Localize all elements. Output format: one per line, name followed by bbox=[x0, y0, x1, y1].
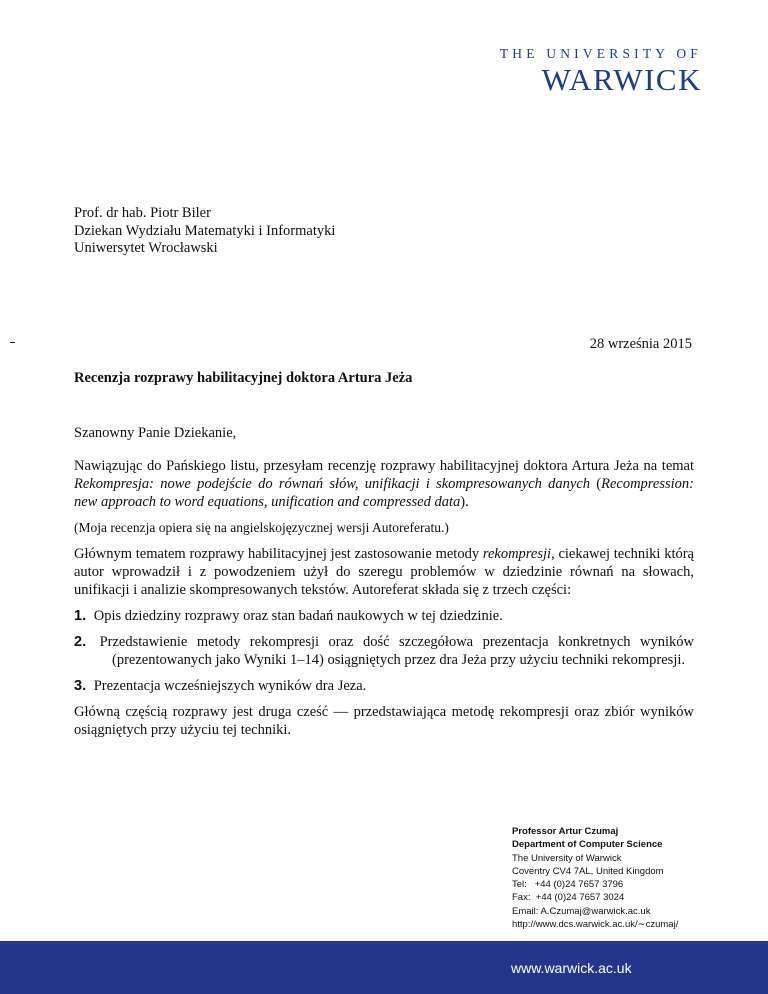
recipient-address bbox=[74, 205, 335, 258]
text-run: Głównym tematem rozprawy habilitacyjnej jest zastosowanie metody bbox=[74, 546, 483, 562]
signature-tel bbox=[512, 878, 678, 891]
tel-value: +44 (0)24 7657 3796 bbox=[534, 879, 624, 891]
letter-subject: Recenzja rozprawy habilitacyjnej doktora Artura Jeża bbox=[74, 370, 413, 386]
list-text: Prezentacja wcześniejszych wyników dra Jeza. bbox=[93, 678, 367, 694]
recipient-title: Dziekan Wydziału Matematyki i Informatyki bbox=[74, 222, 336, 239]
footer-url: www.warwick.ac.uk bbox=[511, 960, 632, 976]
list-item bbox=[74, 633, 694, 669]
tel-label: Tel: bbox=[512, 879, 527, 891]
salutation: Szanowny Panie Dziekanie, bbox=[74, 425, 237, 441]
footer-bar bbox=[0, 941, 768, 994]
signature-fax bbox=[512, 891, 678, 904]
text-run: Nawiązując do Pańskiego listu, przesyłam recenzję rozprawy habilitacyjnej doktora Artura Jeża na temat bbox=[74, 458, 694, 474]
emphasis-term: rekompresji bbox=[482, 546, 552, 562]
list-number: 1. bbox=[74, 608, 87, 624]
signature-web: http://www.dcs.warwick.ac.uk/∼czumaj/ bbox=[512, 919, 679, 931]
paragraph-intro bbox=[74, 457, 694, 511]
signature-university: The University of Warwick bbox=[512, 852, 622, 864]
paragraph-topic bbox=[74, 545, 694, 599]
parts-list bbox=[74, 607, 694, 695]
list-number: 2. bbox=[74, 634, 87, 650]
fax-label: Fax: bbox=[512, 892, 531, 904]
list-item bbox=[74, 677, 694, 695]
university-logo bbox=[500, 46, 702, 96]
signature-block bbox=[512, 825, 678, 931]
title-polish: Rekompresja: nowe podejście do równań słów, unifikacji i skompresowanych danych bbox=[74, 476, 591, 492]
signature-city: Coventry CV4 7AL, United Kingdom bbox=[512, 865, 664, 877]
list-text: Przedstawienie metody rekompresji oraz dość szczegółowa prezentacja konkretnych wyników (prezentowanych jako Wyniki 1–14) osiągniętych przez dra Jeża przy użyciu techniki rekompresji. bbox=[99, 634, 694, 668]
text-run: , ciekawej techniki którą autor wprowadził i z powodzeniem użył do szeregu problemów w dziedzinie równań na słowach, unifikacji i analizie skompresowanych tekstów. Autoreferat składa się z trzech części: bbox=[74, 546, 694, 598]
recipient-institution: Uniwersytet Wrocławski bbox=[74, 240, 218, 256]
text-run: ( bbox=[590, 476, 602, 492]
logo-line-top: THE UNIVERSITY OF bbox=[499, 46, 702, 61]
recipient-name: Prof. dr hab. Piotr Biler bbox=[74, 205, 211, 221]
text-run: ). bbox=[460, 494, 469, 510]
signature-department: Department of Computer Science bbox=[512, 839, 663, 851]
fold-mark bbox=[10, 342, 15, 343]
list-text: Opis dziedziny rozprawy oraz stan badań naukowych w tej dziedzinie. bbox=[93, 608, 503, 624]
letter-body bbox=[74, 424, 694, 747]
list-item bbox=[74, 607, 694, 625]
signature-email: Email: A.Czumaj@warwick.ac.uk bbox=[512, 905, 651, 917]
title-english: Recompression: new approach to word equations, unification and compressed data bbox=[74, 476, 694, 510]
fax-value: +44 (0)24 7657 3024 bbox=[535, 892, 625, 904]
signature-name: Professor Artur Czumaj bbox=[512, 826, 619, 837]
paragraph-conclusion: Główną częścią rozprawy jest druga cześć — przedstawiająca metodę rekompresji oraz zbiór wyników osiągniętych przy użyciu tej techniki. bbox=[74, 704, 694, 738]
paragraph-note: (Moja recenzja opiera się na angielskojęzycznej wersji Autoreferatu.) bbox=[74, 520, 449, 535]
logo-line-main: WARWICK bbox=[541, 62, 702, 97]
letter-date: 28 września 2015 bbox=[589, 336, 692, 352]
list-number: 3. bbox=[74, 678, 87, 694]
